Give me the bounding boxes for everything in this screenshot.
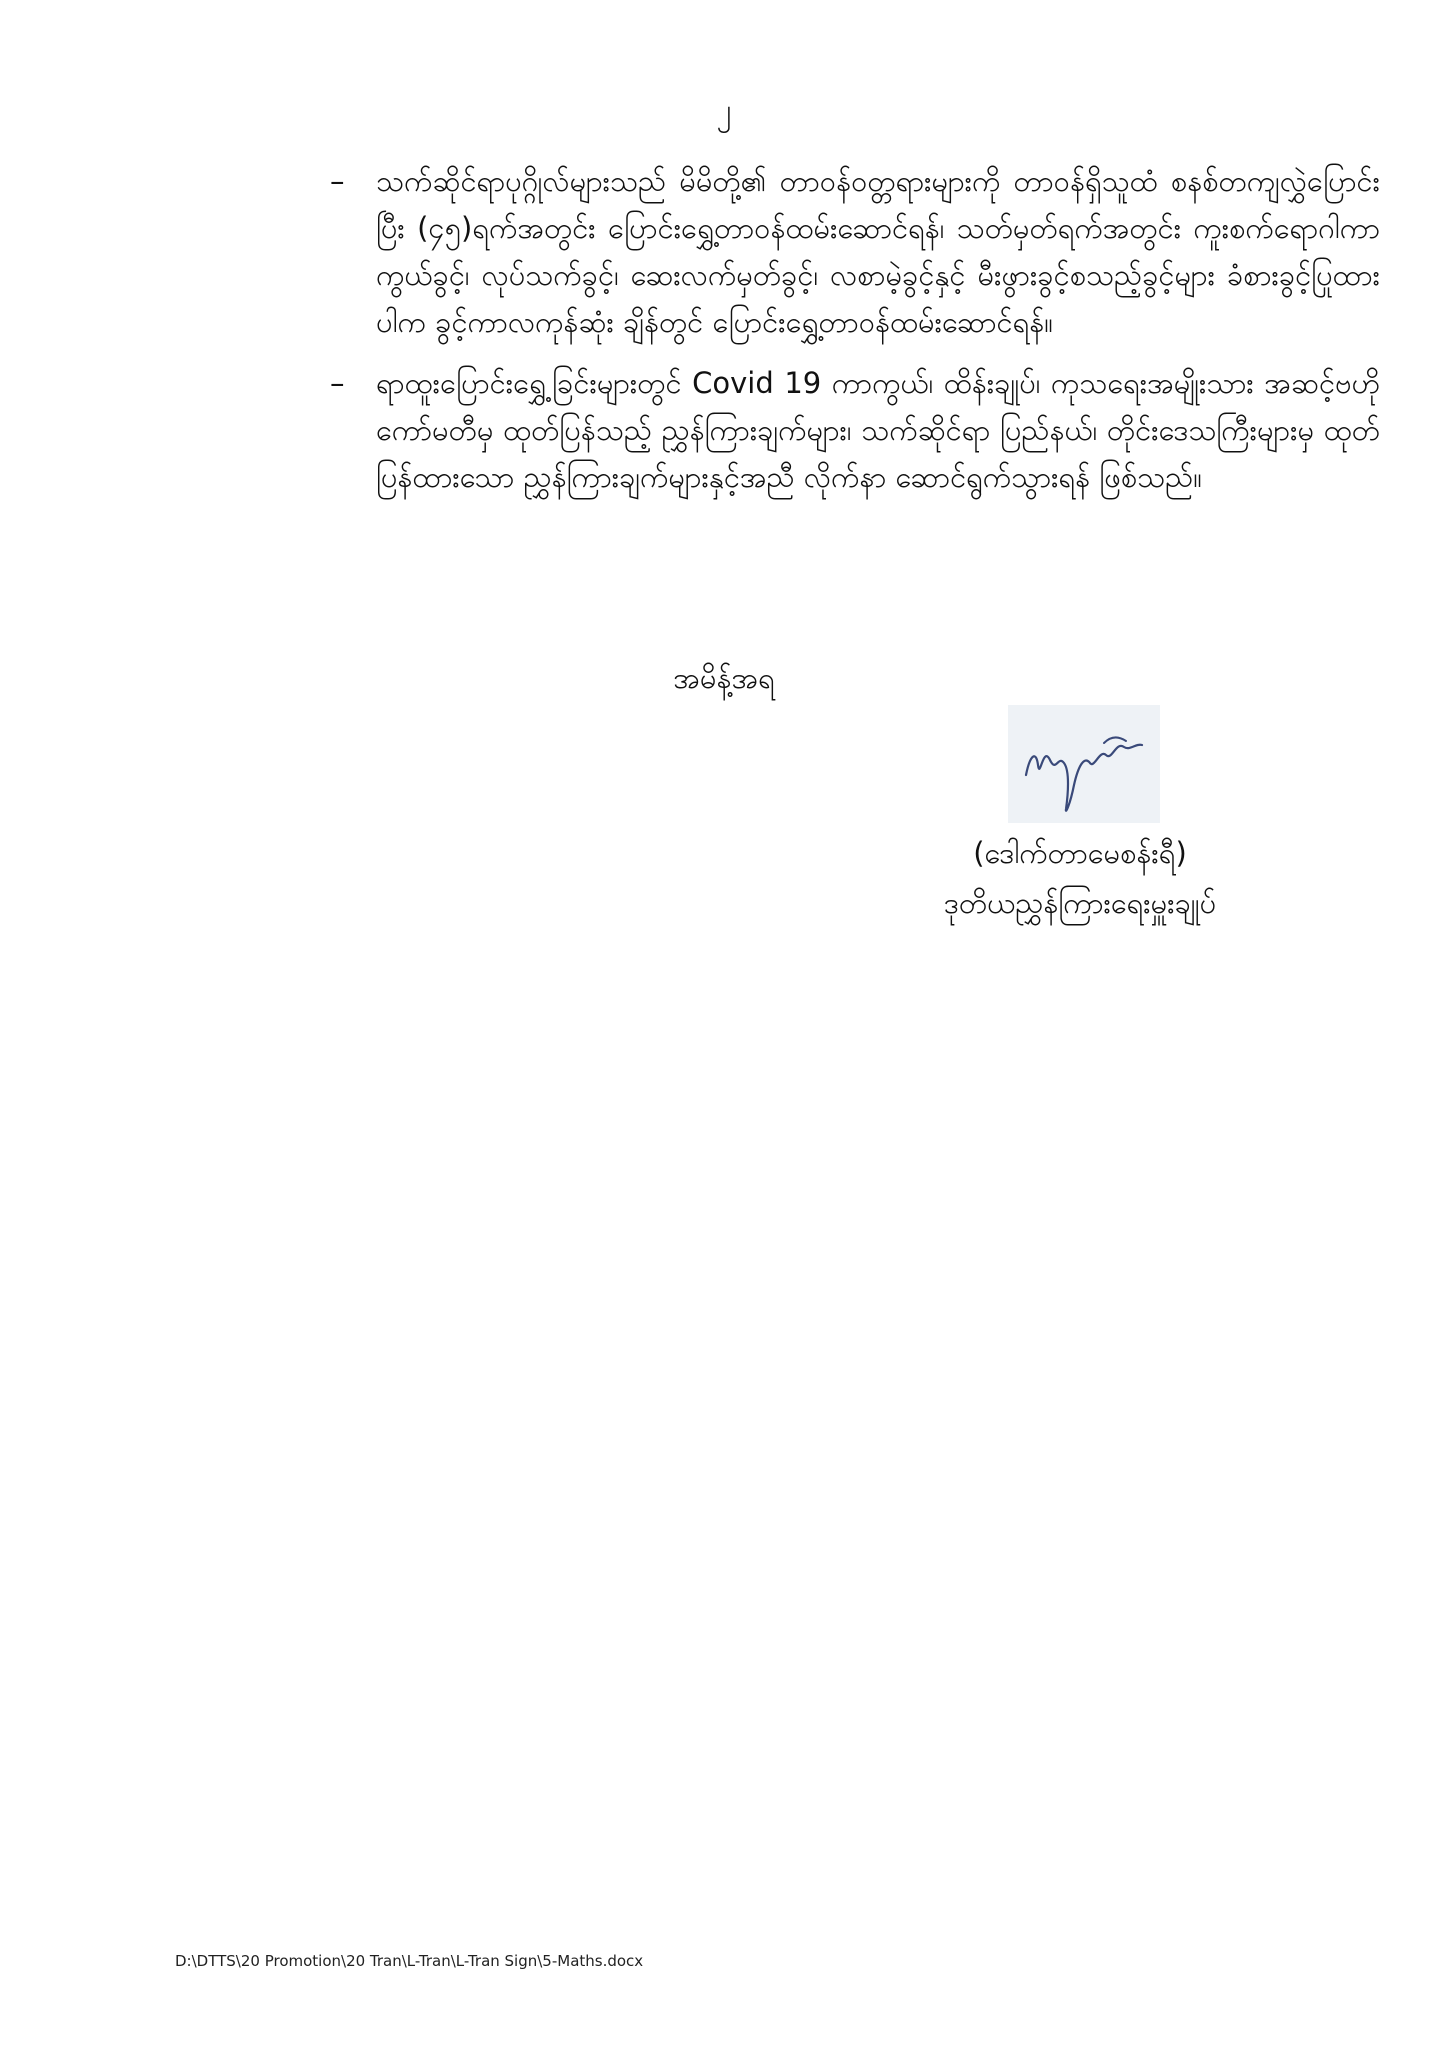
signature-image — [1008, 705, 1160, 823]
closing-phrase: အမိန့်အရ — [673, 661, 775, 695]
page-number: ၂ — [716, 93, 732, 128]
signer-name: (ဒေါက်တာမေစန်းရီ) — [973, 836, 1187, 870]
list-item — [330, 158, 1380, 346]
list-item — [330, 360, 1380, 501]
signer-title: ဒုတိယညွှန်ကြားရေးမှူးချုပ် — [943, 886, 1217, 920]
bullet-text: ရာထူးပြောင်းရွှေ့ခြင်းများတွင် Covid 19 ကာကွယ်၊ ထိန်းချုပ်၊ ကုသရေးအမျိုးသား အဆင့်ဗဟိုကော်မတီမှ ထုတ်ပြန်သည့် ညွှန်ကြားချက်များ၊ သက်ဆိုင်ရာ ပြည်နယ်၊ တိုင်းဒေသကြီးများမှ ထုတ်ပြန်ထားသော ညွှန်ကြားချက်များနှင့်အညီ လိုက်နာ ဆောင်ရွက်သွားရန် ဖြစ်သည်။ — [376, 366, 1380, 494]
bullet-dash: – — [330, 164, 345, 198]
bullet-dash: – — [330, 366, 345, 400]
footer-file-path: D:\DTTS\20 Promotion\20 Tran\L-Tran\L-Tran Sign\5-Maths.docx — [175, 1952, 644, 1970]
bullet-text: သက်ဆိုင်ရာပုဂ္ဂိုလ်များသည် မိမိတို့၏ တာဝန်ဝတ္တရားများကို တာဝန်ရှိသူထံ စနစ်တကျလွှဲပြောင်းပြီး (၄၅)ရက်အတွင်း ပြောင်းရွှေ့တာဝန်ထမ်းဆောင်ရန်၊ သတ်မှတ်ရက်အတွင်း ကူးစက်ရောဂါကာကွယ်ခွင့်၊ လုပ်သက်ခွင့်၊ ဆေးလက်မှတ်ခွင့်၊ လစာမဲ့ခွင့်နှင့် မီးဖွားခွင့်စသည့်ခွင့်များ ခံစားခွင့်ပြုထားပါက ခွင့်ကာလကုန်ဆုံး ချိန်တွင် ပြောင်းရွှေ့တာဝန်ထမ်းဆောင်ရန်။ — [376, 164, 1380, 339]
directive-list — [330, 158, 1380, 515]
